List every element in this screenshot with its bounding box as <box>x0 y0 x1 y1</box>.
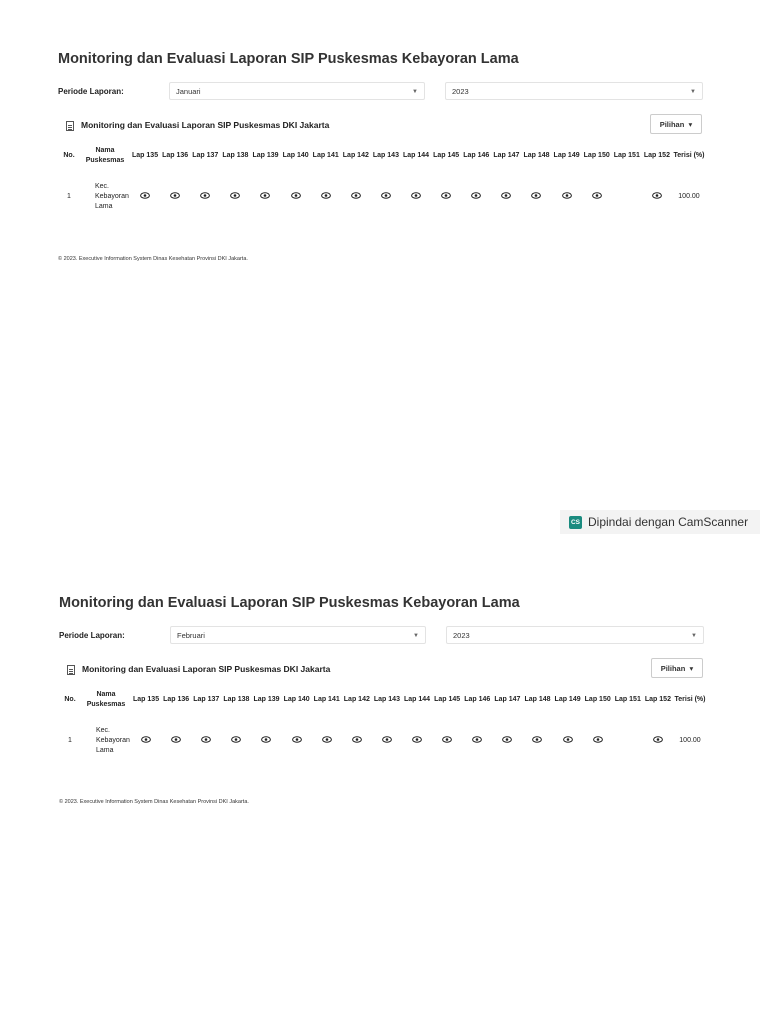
view-report-cell[interactable] <box>251 720 281 762</box>
page-title: Monitoring dan Evaluasi Laporan SIP Puskesmas Kebayoran Lama <box>59 595 520 611</box>
view-report-cell[interactable] <box>432 720 462 762</box>
column-header: Nama Puskesmas <box>85 147 125 164</box>
view-report-cell[interactable] <box>131 720 161 762</box>
column-header: Lap 138 <box>222 152 249 159</box>
column-header: Lap 141 <box>312 152 339 159</box>
eye-icon[interactable] <box>200 194 210 201</box>
column-header: Lap 145 <box>434 696 461 703</box>
view-report-cell[interactable] <box>462 720 492 762</box>
column-header: Lap 137 <box>192 152 219 159</box>
view-report-cell[interactable] <box>342 720 372 762</box>
view-report-cell[interactable] <box>553 720 583 762</box>
section-header <box>58 114 718 138</box>
eye-icon[interactable] <box>532 738 542 745</box>
view-report-cell[interactable] <box>492 720 522 762</box>
column-header: Lap 135 <box>132 152 159 159</box>
period-filter-row <box>58 82 718 104</box>
column-header: Lap 152 <box>643 152 670 159</box>
pilihan-label: Pilihan <box>660 664 686 673</box>
view-report-cell[interactable] <box>311 176 341 218</box>
column-header: Lap 136 <box>162 152 189 159</box>
section-title: Monitoring dan Evaluasi Laporan SIP Puskesmas DKI Jakarta <box>81 120 330 130</box>
table-header-row <box>58 144 706 176</box>
eye-icon[interactable] <box>291 194 301 201</box>
column-header: Lap 146 <box>463 152 490 159</box>
view-report-cell[interactable] <box>431 176 461 218</box>
eye-icon[interactable] <box>231 738 241 745</box>
column-header: Terisi (%) <box>674 696 706 703</box>
eye-icon[interactable] <box>261 738 271 745</box>
view-report-cell[interactable] <box>491 176 521 218</box>
column-header: Lap 137 <box>193 696 220 703</box>
column-header: Lap 139 <box>253 696 280 703</box>
camscanner-logo: CS <box>569 516 582 529</box>
view-report-cell[interactable] <box>281 176 311 218</box>
footer-copyright: © 2023. Executive Information System Dinas Kesehatan Provinsi DKI Jakarta. <box>58 256 248 262</box>
column-header: Lap 148 <box>524 696 551 703</box>
view-report-cell[interactable] <box>130 176 160 218</box>
column-header: Lap 142 <box>342 152 369 159</box>
page-title: Monitoring dan Evaluasi Laporan SIP Puskesmas Kebayoran Lama <box>58 51 519 67</box>
column-header: Lap 144 <box>403 152 430 159</box>
view-report-cell[interactable] <box>282 720 312 762</box>
column-header: Lap 140 <box>283 696 310 703</box>
column-header: Lap 141 <box>313 696 340 703</box>
section-header <box>59 658 719 682</box>
column-header: Terisi (%) <box>673 152 705 159</box>
eye-icon[interactable] <box>653 738 663 745</box>
view-report-cell[interactable] <box>583 720 613 762</box>
eye-icon[interactable] <box>201 738 211 745</box>
eye-icon[interactable] <box>593 738 603 745</box>
table-row <box>58 176 706 218</box>
eye-icon[interactable] <box>381 194 391 201</box>
view-report-cell[interactable] <box>312 720 342 762</box>
column-header: Lap 138 <box>223 696 250 703</box>
column-header: Lap 150 <box>583 152 610 159</box>
column-header: Lap 145 <box>433 152 460 159</box>
document-icon <box>66 121 74 131</box>
year-select[interactable] <box>446 626 704 644</box>
view-report-cell[interactable] <box>161 720 191 762</box>
view-report-cell[interactable] <box>371 176 401 218</box>
chevron-down-icon: ▼ <box>413 633 419 639</box>
column-header: Lap 142 <box>343 696 370 703</box>
document-icon <box>67 665 75 675</box>
year-select-value: 2023 <box>453 631 470 640</box>
column-header: Lap 136 <box>163 696 190 703</box>
column-header: Lap 147 <box>494 696 521 703</box>
column-header: No. <box>63 152 75 159</box>
report-panel-januari <box>58 48 718 262</box>
chevron-down-icon: ▼ <box>691 633 697 639</box>
empty-report-cell <box>613 720 643 762</box>
view-report-cell[interactable] <box>642 176 672 218</box>
empty-report-cell <box>612 176 642 218</box>
chevron-down-icon: ▼ <box>690 89 696 95</box>
month-select-value: Februari <box>177 631 205 640</box>
view-report-cell[interactable] <box>552 176 582 218</box>
eye-icon[interactable] <box>351 194 361 201</box>
section-title: Monitoring dan Evaluasi Laporan SIP Puskesmas DKI Jakarta <box>82 664 331 674</box>
table-row <box>59 720 707 762</box>
view-report-cell[interactable] <box>250 176 280 218</box>
view-report-cell[interactable] <box>461 176 491 218</box>
report-table <box>58 144 706 218</box>
view-report-cell[interactable] <box>582 176 612 218</box>
footer-copyright: © 2023. Executive Information System Dinas Kesehatan Provinsi DKI Jakarta. <box>59 799 249 805</box>
eye-icon[interactable] <box>382 738 392 745</box>
puskesmas-name: Kec. Kebayoran Lama <box>96 727 130 754</box>
pilihan-dropdown-button[interactable] <box>650 114 702 134</box>
view-report-cell[interactable] <box>191 720 221 762</box>
eye-icon[interactable] <box>472 738 482 745</box>
view-report-cell[interactable] <box>160 176 190 218</box>
eye-icon[interactable] <box>230 194 240 201</box>
column-header: Lap 140 <box>282 152 309 159</box>
column-header: Lap 143 <box>372 152 399 159</box>
eye-icon[interactable] <box>322 738 332 745</box>
pilihan-label: Pilihan <box>659 120 685 129</box>
column-header: Lap 139 <box>252 152 279 159</box>
eye-icon[interactable] <box>531 194 541 201</box>
puskesmas-name: Kec. Kebayoran Lama <box>95 183 129 210</box>
view-report-cell[interactable] <box>221 720 251 762</box>
column-header: Lap 146 <box>464 696 491 703</box>
eye-icon[interactable] <box>592 194 602 201</box>
eye-icon[interactable] <box>292 738 302 745</box>
column-header: Lap 151 <box>613 152 640 159</box>
column-header: Lap 152 <box>644 696 671 703</box>
view-report-cell[interactable] <box>341 176 371 218</box>
terisi-percent: 100.00 <box>678 193 700 200</box>
eye-icon[interactable] <box>140 194 150 201</box>
view-report-cell[interactable] <box>522 720 552 762</box>
column-header: Nama Puskesmas <box>86 691 126 708</box>
camscanner-badge <box>560 510 760 534</box>
eye-icon[interactable] <box>562 194 572 201</box>
period-filter-row <box>59 626 719 648</box>
report-panel-februari <box>59 592 719 805</box>
month-select[interactable] <box>169 82 425 100</box>
eye-icon[interactable] <box>652 194 662 201</box>
eye-icon[interactable] <box>352 738 362 745</box>
eye-icon[interactable] <box>411 194 421 201</box>
column-header: Lap 135 <box>133 696 160 703</box>
column-header: Lap 151 <box>614 696 641 703</box>
month-select-value: Januari <box>176 87 201 96</box>
eye-icon[interactable] <box>141 738 151 745</box>
column-header: No. <box>64 696 76 703</box>
report-table <box>59 688 707 762</box>
caret-down-icon: ▾ <box>686 120 693 129</box>
column-header: Lap 143 <box>373 696 400 703</box>
view-report-cell[interactable] <box>220 176 250 218</box>
eye-icon[interactable] <box>260 194 270 201</box>
pilihan-dropdown-button[interactable] <box>651 658 703 678</box>
camscanner-text: Dipindai dengan CamScanner <box>588 515 749 529</box>
period-label: Periode Laporan: <box>59 631 125 640</box>
eye-icon[interactable] <box>441 194 451 201</box>
view-report-cell[interactable] <box>190 176 220 218</box>
view-report-cell[interactable] <box>521 176 551 218</box>
eye-icon[interactable] <box>471 194 481 201</box>
row-number: 1 <box>68 737 72 744</box>
caret-down-icon: ▾ <box>687 664 694 673</box>
year-select-value: 2023 <box>452 87 469 96</box>
view-report-cell[interactable] <box>643 720 673 762</box>
table-header-row <box>59 688 707 720</box>
row-number: 1 <box>67 193 71 200</box>
column-header: Lap 150 <box>584 696 611 703</box>
view-report-cell[interactable] <box>372 720 402 762</box>
eye-icon[interactable] <box>502 738 512 745</box>
eye-icon[interactable] <box>501 194 511 201</box>
period-label: Periode Laporan: <box>58 87 124 96</box>
column-header: Lap 147 <box>493 152 520 159</box>
column-header: Lap 149 <box>553 152 580 159</box>
eye-icon[interactable] <box>171 738 181 745</box>
column-header: Lap 144 <box>404 696 431 703</box>
eye-icon[interactable] <box>563 738 573 745</box>
view-report-cell[interactable] <box>401 176 431 218</box>
eye-icon[interactable] <box>170 194 180 201</box>
terisi-percent: 100.00 <box>679 737 701 744</box>
eye-icon[interactable] <box>321 194 331 201</box>
year-select[interactable] <box>445 82 703 100</box>
view-report-cell[interactable] <box>402 720 432 762</box>
chevron-down-icon: ▼ <box>412 89 418 95</box>
eye-icon[interactable] <box>442 738 452 745</box>
eye-icon[interactable] <box>412 738 422 745</box>
column-header: Lap 149 <box>554 696 581 703</box>
month-select[interactable] <box>170 626 426 644</box>
column-header: Lap 148 <box>523 152 550 159</box>
